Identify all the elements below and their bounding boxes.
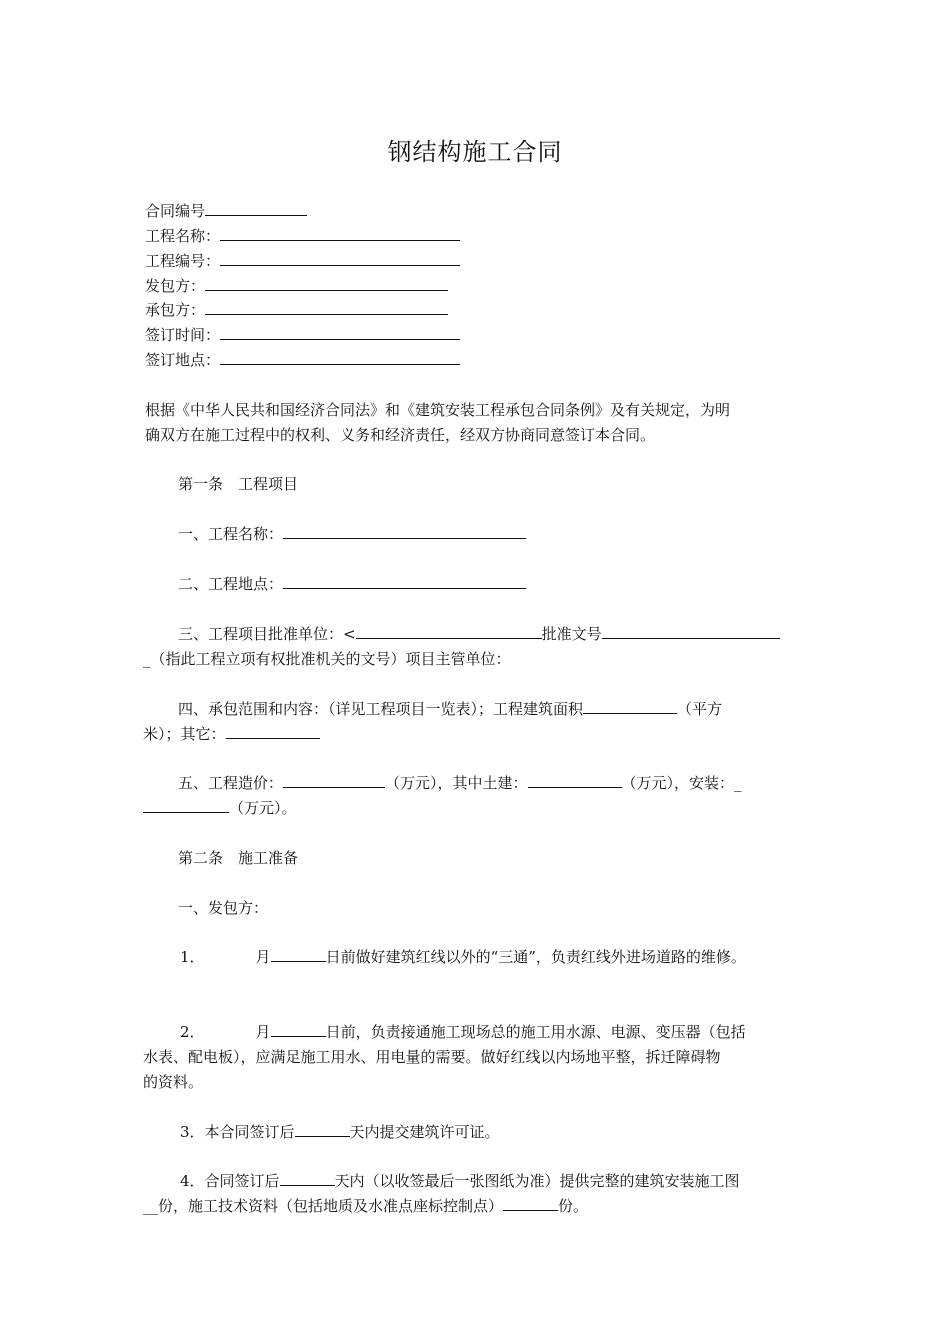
blank-line [528,772,622,788]
article-1-heading: 第一条 工程项目 [178,475,299,493]
item-label: （万元），安装：_ [621,774,742,792]
blank-line [205,275,448,291]
preamble-line-1: 根据《中华人民共和国经济合同法》和《建筑安装工程承包合同条例》及有关规定，为明 [145,401,731,419]
field-project-number [145,249,460,274]
article-1-item-4 [178,697,722,722]
article-1-item-3 [178,622,780,647]
para-text: 天内（以收签最后一张图纸为准）提供完整的建筑安装施工图 [334,1172,740,1190]
article-2-para-4 [180,1169,740,1194]
para-text: 月 [255,948,271,966]
article-1-item-1 [178,522,526,547]
article-2-heading: 第二条 施工准备 [178,849,299,867]
blank-line [220,250,460,266]
field-label: 签订时间： [145,326,221,344]
field-signing-place [145,348,460,373]
blank-line [356,623,542,639]
blank-line [602,623,780,639]
item-label: 二、工程地点： [178,575,284,593]
blank-line [583,698,677,714]
para-text: 日前，负责接通施工现场总的施工用水源、电源、变压器（包括 [325,1023,746,1041]
preamble-line-2: 确双方在施工过程中的权利、义务和经济责任，经双方协商同意签订本合同。 [145,426,656,444]
blank-line [283,772,385,788]
blank-line [283,573,526,589]
para-text: 天内提交建筑许可证。 [349,1123,500,1141]
item-label: （万元），其中土建： [385,774,528,792]
blank-line [271,946,326,962]
article-1-item-3-cont: _（指此工程立项有权批准机关的文号）项目主管单位： [143,650,511,668]
article-1-item-5-cont [143,796,297,821]
article-1-item-2 [178,572,526,597]
blank-line [283,523,526,539]
field-signing-date [145,323,460,348]
blank-line [220,225,460,241]
para-text: __份，施工技术资料（包括地质及水准点座标控制点） [143,1197,504,1215]
para-text: 月 [255,1023,271,1041]
document-title: 钢结构施工合同 [387,138,563,166]
item-label: 三、工程项目批准单位：< [178,625,356,643]
article-2-para-3 [180,1120,500,1145]
item-label: （平方 [677,700,723,718]
article-1-item-4-cont [143,722,320,747]
field-label: 工程名称： [145,227,221,245]
article-2-para-4-cont [143,1194,588,1219]
article-2-para-2-line-3: 的资料。 [143,1073,204,1091]
blank-line [295,1121,350,1137]
field-label: 合同编号 [145,202,206,220]
para-text: 3．本合同签订后 [180,1123,295,1141]
blank-line [271,1021,326,1037]
blank-line [220,324,460,340]
blank-line [280,1170,335,1186]
item-label: （万元）。 [229,799,297,817]
para-text: 4．合同签订后 [180,1172,280,1190]
blank-line [226,723,320,739]
field-contract-number [145,199,307,224]
article-2-para-1 [180,945,746,970]
article-2-para-2 [180,1020,746,1045]
article-2-subheading-1: 一、发包方： [178,899,269,917]
item-label: 四、承包范围和内容：（详见工程项目一览表）；工程建筑面积 [178,700,584,718]
field-project-name [145,224,460,249]
field-contractor [145,298,448,323]
para-number: 2． [180,1023,205,1041]
blank-line [503,1195,558,1211]
blank-line [143,797,229,813]
blank-line [220,349,460,365]
field-label: 工程编号： [145,252,221,270]
field-label: 承包方： [145,301,206,319]
article-1-item-5 [178,771,742,796]
blank-line [205,299,448,315]
para-text: 份。 [558,1197,589,1215]
field-label: 发包方： [145,277,206,295]
field-employer [145,274,448,299]
item-label: 五、工程造价： [178,774,284,792]
article-2-para-2-line-2: 水表、配电板），应满足施工用水、用电量的需要。做好红线以内场地平整，拆迁障碍物 [143,1048,721,1066]
blank-line [205,200,307,216]
item-label: 米）；其它： [143,725,226,743]
para-text: 日前做好建筑红线以外的“三通”，负责红线外进场道路的维修。 [325,948,746,966]
item-label: 批准文号 [541,625,602,643]
para-number: 1． [180,948,205,966]
field-label: 签订地点： [145,351,221,369]
item-label: 一、工程名称： [178,525,284,543]
